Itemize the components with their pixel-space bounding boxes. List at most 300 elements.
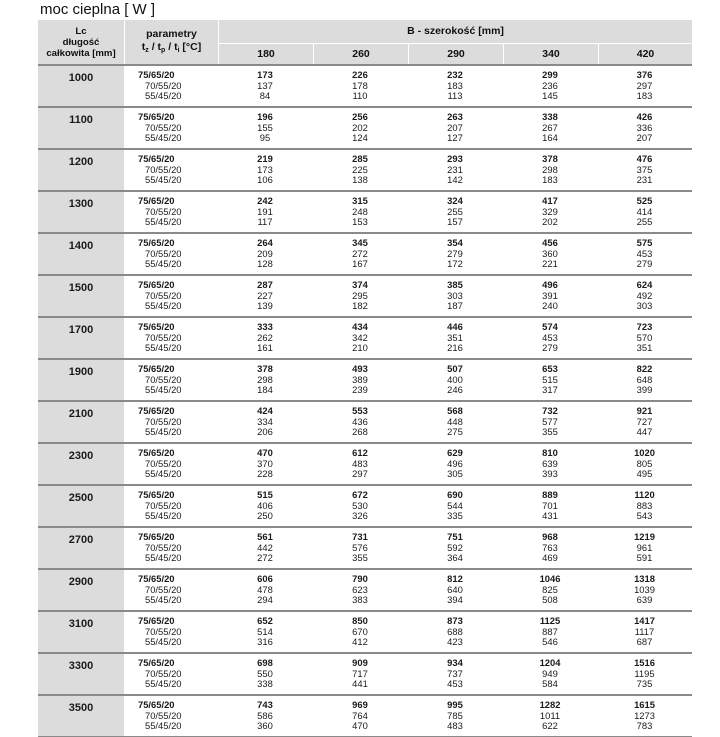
heat-output-value: 426 (636, 111, 653, 122)
heat-output-value: 333 (257, 321, 273, 332)
row-length: 3300 (38, 654, 124, 694)
heat-output-value: 576 (352, 541, 368, 553)
parameter-set: 55/45/20 (145, 678, 182, 690)
parameter-set: 55/45/20 (145, 720, 182, 732)
row-parameters (125, 360, 218, 400)
heat-output-value: 393 (542, 468, 558, 480)
table-body (38, 64, 692, 737)
heat-output-value: 496 (542, 279, 558, 290)
heat-output-value: 228 (257, 468, 273, 480)
heat-output-value: 255 (636, 216, 653, 228)
heat-output-value: 345 (352, 237, 368, 248)
heat-output-value: 478 (257, 583, 273, 595)
heat-output-value: 389 (352, 373, 368, 385)
value-cell (598, 570, 691, 610)
heat-output-value: 546 (542, 636, 558, 648)
value-cell (218, 108, 312, 148)
parameter-set: 75/65/20 (138, 573, 175, 584)
parameter-set: 70/55/20 (145, 373, 182, 385)
heat-output-value: 431 (542, 510, 558, 522)
heat-output-value: 374 (352, 279, 368, 290)
heat-output-value: 315 (352, 195, 368, 206)
row-parameters (125, 150, 218, 190)
heat-output-value: 329 (542, 205, 558, 217)
value-cell (503, 108, 597, 148)
heat-output-value: 763 (542, 541, 558, 553)
heat-output-value: 624 (636, 279, 653, 290)
heat-output-value: 423 (447, 636, 463, 648)
header-width-4: 420 (599, 44, 692, 64)
header-length-line: długość (62, 36, 100, 48)
table-row-group (38, 106, 692, 148)
parameter-set: 70/55/20 (145, 247, 182, 259)
value-cell (313, 654, 407, 694)
parameter-set: 75/65/20 (138, 615, 175, 626)
heat-output-value: 530 (352, 499, 368, 511)
heat-output-value: 568 (447, 405, 463, 416)
value-cell (408, 234, 502, 274)
value-cell (313, 192, 407, 232)
heat-output-value: 335 (447, 510, 463, 522)
parameter-set: 55/45/20 (145, 384, 182, 396)
parameter-set: 75/65/20 (138, 111, 175, 122)
heat-output-value: 303 (636, 300, 653, 312)
parameter-set: 55/45/20 (145, 594, 182, 606)
heat-output-value: 142 (447, 174, 463, 186)
heat-output-value: 196 (257, 111, 273, 122)
parameter-set: 70/55/20 (145, 583, 182, 595)
value-cell (503, 234, 597, 274)
header-length (38, 20, 124, 64)
value-cell (313, 318, 407, 358)
row-parameters (125, 486, 218, 526)
value-cell (408, 696, 502, 736)
row-parameters (125, 318, 218, 358)
heat-output-value: 483 (352, 457, 368, 469)
heat-output-value: 577 (542, 415, 558, 427)
heat-output-value: 303 (447, 289, 463, 301)
value-cell (313, 402, 407, 442)
value-cell (313, 276, 407, 316)
row-length: 1700 (38, 318, 124, 358)
parameter-set: 55/45/20 (145, 468, 182, 480)
parameter-set: 55/45/20 (145, 426, 182, 438)
heat-output-value: 355 (352, 552, 368, 564)
value-cell (408, 150, 502, 190)
table-row-group (38, 232, 692, 274)
value-cell (598, 276, 691, 316)
table-header (38, 20, 692, 64)
heat-output-value: 544 (447, 499, 463, 511)
heat-output-value: 355 (542, 426, 558, 438)
heat-output-value: 1417 (634, 615, 655, 626)
value-cell (503, 654, 597, 694)
heat-output-value: 469 (542, 552, 558, 564)
heat-output-value: 727 (636, 415, 653, 427)
row-length: 1100 (38, 108, 124, 148)
heat-output-value: 256 (352, 111, 368, 122)
parameter-set: 70/55/20 (145, 415, 182, 427)
parameter-set: 75/65/20 (138, 489, 175, 500)
row-parameters (125, 66, 218, 106)
heat-output-value: 574 (542, 321, 558, 332)
heat-output-value: 414 (636, 205, 653, 217)
heat-output-value: 508 (542, 594, 558, 606)
parameter-set: 55/45/20 (145, 342, 182, 354)
heat-output-value: 515 (542, 373, 558, 385)
heat-output-value: 701 (542, 499, 558, 511)
heat-output-value: 436 (352, 415, 368, 427)
heat-output-value: 969 (352, 699, 368, 710)
heat-output-value: 751 (447, 531, 463, 542)
heat-output-value: 653 (542, 363, 558, 374)
parameter-set: 75/65/20 (138, 699, 175, 710)
value-cell (313, 234, 407, 274)
heat-output-value: 1120 (634, 489, 655, 500)
heat-output-value: 173 (257, 163, 273, 175)
heat-output-value: 514 (257, 625, 273, 637)
heat-output-value: 687 (636, 636, 653, 648)
heat-output-value: 453 (447, 678, 463, 690)
heat-output-value: 453 (636, 247, 653, 259)
heat-output-value: 470 (257, 447, 273, 458)
value-cell (598, 108, 691, 148)
parameter-set: 70/55/20 (145, 79, 182, 91)
heat-output-value: 447 (636, 426, 653, 438)
table-row-group (38, 148, 692, 190)
value-cell (408, 360, 502, 400)
value-cell (598, 654, 691, 694)
parameter-set: 75/65/20 (138, 657, 175, 668)
heat-output-value: 968 (542, 531, 558, 542)
heat-output-value: 586 (257, 709, 273, 721)
parameter-set: 70/55/20 (145, 121, 182, 133)
heat-output-value: 279 (542, 342, 558, 354)
row-length: 1900 (38, 360, 124, 400)
table-row-group (38, 652, 692, 694)
table-row-group (38, 610, 692, 652)
heat-output-value: 453 (542, 331, 558, 343)
heat-output-value: 394 (447, 594, 463, 606)
heat-output-value: 239 (352, 384, 368, 396)
value-cell (218, 318, 312, 358)
heat-output-value: 334 (257, 415, 273, 427)
heat-output-value: 1204 (539, 657, 561, 668)
heat-output-value: 732 (542, 405, 558, 416)
parameter-set: 70/55/20 (145, 163, 182, 175)
heat-output-value: 232 (447, 69, 463, 80)
heat-output-value: 231 (636, 174, 653, 186)
heat-output-value: 1219 (634, 531, 655, 542)
header-width-2: 290 (409, 44, 503, 64)
heat-output-value: 225 (352, 163, 368, 175)
heat-output-value: 207 (636, 132, 653, 144)
value-cell (408, 612, 502, 652)
heat-output-value: 495 (636, 468, 653, 480)
row-length: 3500 (38, 696, 124, 736)
heat-output-value: 623 (352, 583, 368, 595)
value-cell (408, 192, 502, 232)
heat-output-value: 570 (636, 331, 653, 343)
parameter-set: 70/55/20 (145, 205, 182, 217)
value-cell (218, 360, 312, 400)
header-width-1: 260 (314, 44, 408, 64)
heat-output-value: 652 (257, 615, 273, 626)
heat-output-value: 648 (636, 373, 653, 385)
heat-output-value: 1615 (634, 699, 655, 710)
value-cell (503, 486, 597, 526)
heat-output-value: 298 (257, 373, 273, 385)
value-cell (218, 150, 312, 190)
heat-output-value: 378 (257, 363, 273, 374)
heat-output-value: 236 (542, 79, 558, 91)
value-cell (408, 318, 502, 358)
value-cell (313, 696, 407, 736)
heat-output-value: 442 (257, 541, 273, 553)
heat-output-value: 305 (447, 468, 463, 480)
parameter-set: 75/65/20 (138, 195, 175, 206)
heat-output-value: 949 (542, 667, 558, 679)
heat-output-value: 299 (542, 69, 558, 80)
parameter-set: 55/45/20 (145, 174, 182, 186)
value-cell (218, 66, 312, 106)
heat-output-value: 391 (542, 289, 558, 301)
heat-output-value: 191 (257, 205, 273, 217)
heat-output-value: 743 (257, 699, 273, 710)
value-cell (218, 276, 312, 316)
value-cell (598, 318, 691, 358)
heat-output-value: 921 (636, 405, 653, 416)
value-cell (598, 612, 691, 652)
parameter-set: 75/65/20 (138, 363, 175, 374)
heat-output-value: 202 (352, 121, 368, 133)
row-parameters (125, 108, 218, 148)
parameter-set: 70/55/20 (145, 625, 182, 637)
heat-output-value: 1318 (634, 573, 655, 584)
heat-output-value: 184 (257, 384, 273, 396)
value-cell (218, 486, 312, 526)
table-row-group (38, 400, 692, 442)
heat-output-value: 279 (447, 247, 463, 259)
value-cell (503, 570, 597, 610)
value-cell (408, 444, 502, 484)
value-cell (218, 192, 312, 232)
row-length: 2900 (38, 570, 124, 610)
heat-output-value: 275 (447, 426, 463, 438)
heat-output-value: 561 (257, 531, 273, 542)
parameter-set: 75/65/20 (138, 447, 175, 458)
row-length: 1300 (38, 192, 124, 232)
value-cell (218, 402, 312, 442)
value-cell (313, 66, 407, 106)
heat-output-value: 889 (542, 489, 558, 500)
heat-output-value: 629 (447, 447, 463, 458)
parameter-set: 75/65/20 (138, 153, 175, 164)
parameter-set: 55/45/20 (145, 636, 182, 648)
row-parameters (125, 192, 218, 232)
heat-output-value: 182 (352, 300, 368, 312)
heat-output-value: 934 (447, 657, 463, 668)
heat-output-value: 316 (257, 636, 273, 648)
heat-output-value: 294 (257, 594, 273, 606)
heat-output-value: 399 (636, 384, 653, 396)
value-cell (218, 444, 312, 484)
heat-output-value: 385 (447, 279, 463, 290)
heat-output-value: 1125 (539, 615, 561, 626)
heat-output-value: 128 (257, 258, 273, 270)
parameter-set: 55/45/20 (145, 132, 182, 144)
value-cell (503, 612, 597, 652)
heat-output-value: 226 (352, 69, 368, 80)
heat-output-value: 406 (257, 499, 273, 511)
heat-output-value: 231 (447, 163, 463, 175)
value-cell (408, 66, 502, 106)
heat-output-value: 1011 (539, 709, 561, 721)
heat-output-value: 354 (447, 237, 463, 248)
header-width-3: 340 (504, 44, 598, 64)
heat-output-value: 737 (447, 667, 463, 679)
heat-output-value: 909 (352, 657, 368, 668)
header-width-group: B - szerokość [mm] (219, 20, 692, 43)
heat-output-value: 106 (257, 174, 273, 186)
heat-output-value: 640 (447, 583, 463, 595)
table-row-group (38, 484, 692, 526)
heat-output-value: 173 (257, 69, 273, 80)
heat-output-value: 227 (257, 289, 273, 301)
heat-output-value: 338 (542, 111, 558, 122)
heat-output-table (38, 20, 692, 737)
heat-output-value: 324 (447, 195, 463, 206)
heat-output-value: 262 (257, 331, 273, 343)
value-cell (313, 444, 407, 484)
value-cell (408, 486, 502, 526)
heat-output-value: 298 (542, 163, 558, 175)
heat-output-value: 1046 (539, 573, 561, 584)
table-row-group (38, 526, 692, 568)
heat-output-value: 155 (257, 121, 273, 133)
row-parameters (125, 570, 218, 610)
header-length-line: Lc (75, 25, 87, 37)
parameter-set: 75/65/20 (138, 405, 175, 416)
heat-output-value: 376 (636, 69, 653, 80)
value-cell (218, 570, 312, 610)
heat-output-value: 417 (542, 195, 558, 206)
row-parameters (125, 444, 218, 484)
heat-output-value: 207 (447, 121, 463, 133)
heat-output-value: 1039 (634, 583, 655, 595)
heat-output-value: 483 (447, 720, 463, 732)
heat-output-value: 209 (257, 247, 273, 259)
heat-output-value: 400 (447, 373, 463, 385)
heat-output-value: 688 (447, 625, 463, 637)
heat-output-value: 698 (257, 657, 273, 668)
value-cell (408, 108, 502, 148)
heat-output-value: 822 (636, 363, 653, 374)
heat-output-value: 496 (447, 457, 463, 469)
heat-output-value: 127 (447, 132, 463, 144)
value-cell (408, 276, 502, 316)
heat-output-value: 785 (447, 709, 463, 721)
header-parameters-formula: $t_z / t_p / t_i$ [°C] (141, 40, 202, 54)
row-parameters (125, 612, 218, 652)
value-cell (503, 66, 597, 106)
heat-output-value: 639 (636, 594, 653, 606)
heat-output-value: 138 (352, 174, 368, 186)
heat-output-value: 805 (636, 457, 653, 469)
heat-output-value: 790 (352, 573, 368, 584)
parameter-set: 70/55/20 (145, 331, 182, 343)
heat-output-value: 1195 (634, 667, 655, 679)
heat-output-value: 810 (542, 447, 558, 458)
heat-output-value: 139 (257, 300, 273, 312)
heat-output-value: 113 (447, 90, 463, 102)
value-cell (503, 402, 597, 442)
row-length: 2100 (38, 402, 124, 442)
page-title: moc cieplna [ W ] (40, 1, 156, 18)
parameter-set: 55/45/20 (145, 90, 182, 102)
heat-output-value: 825 (542, 583, 558, 595)
heat-output-value: 731 (352, 531, 368, 542)
parameter-set: 55/45/20 (145, 258, 182, 270)
heat-output-value: 317 (542, 384, 558, 396)
table-row-group (38, 274, 692, 316)
value-cell (313, 612, 407, 652)
heat-output-value: 360 (542, 247, 558, 259)
heat-output-value: 255 (447, 205, 463, 217)
heat-output-value: 1117 (634, 625, 655, 637)
row-parameters (125, 402, 218, 442)
heat-output-value: 456 (542, 237, 558, 248)
heat-output-value: 764 (352, 709, 368, 721)
heat-output-value: 584 (542, 678, 558, 690)
heat-output-value: 622 (542, 720, 558, 732)
heat-output-value: 672 (352, 489, 368, 500)
heat-output-value: 187 (447, 300, 463, 312)
heat-output-value: 961 (636, 541, 653, 553)
heat-output-value: 1273 (634, 709, 655, 721)
heat-output-value: 297 (636, 79, 653, 91)
parameter-set: 75/65/20 (138, 237, 175, 248)
heat-output-value: 1020 (634, 447, 655, 458)
row-length: 1200 (38, 150, 124, 190)
value-cell (503, 360, 597, 400)
heat-output-value: 250 (257, 510, 273, 522)
heat-output-value: 137 (257, 79, 273, 91)
heat-output-value: 153 (352, 216, 368, 228)
row-parameters (125, 234, 218, 274)
heat-output-value: 441 (352, 678, 368, 690)
value-cell (503, 192, 597, 232)
row-length: 1500 (38, 276, 124, 316)
row-length: 2300 (38, 444, 124, 484)
heat-output-value: 95 (259, 132, 271, 144)
heat-output-value: 492 (636, 289, 653, 301)
heat-output-value: 1516 (634, 657, 655, 668)
value-cell (598, 150, 691, 190)
heat-output-value: 279 (636, 258, 653, 270)
header-length-line: całkowita [mm] (46, 47, 116, 59)
heat-output-value: 167 (352, 258, 368, 270)
heat-output-value: 287 (257, 279, 273, 290)
heat-output-value: 783 (636, 720, 653, 732)
value-cell (313, 486, 407, 526)
heat-output-value: 883 (636, 499, 653, 511)
parameter-set: 70/55/20 (145, 541, 182, 553)
heat-output-value: 550 (257, 667, 273, 679)
heat-output-value: 370 (257, 457, 273, 469)
heat-output-value: 887 (542, 625, 558, 637)
heat-output-value: 543 (636, 510, 653, 522)
